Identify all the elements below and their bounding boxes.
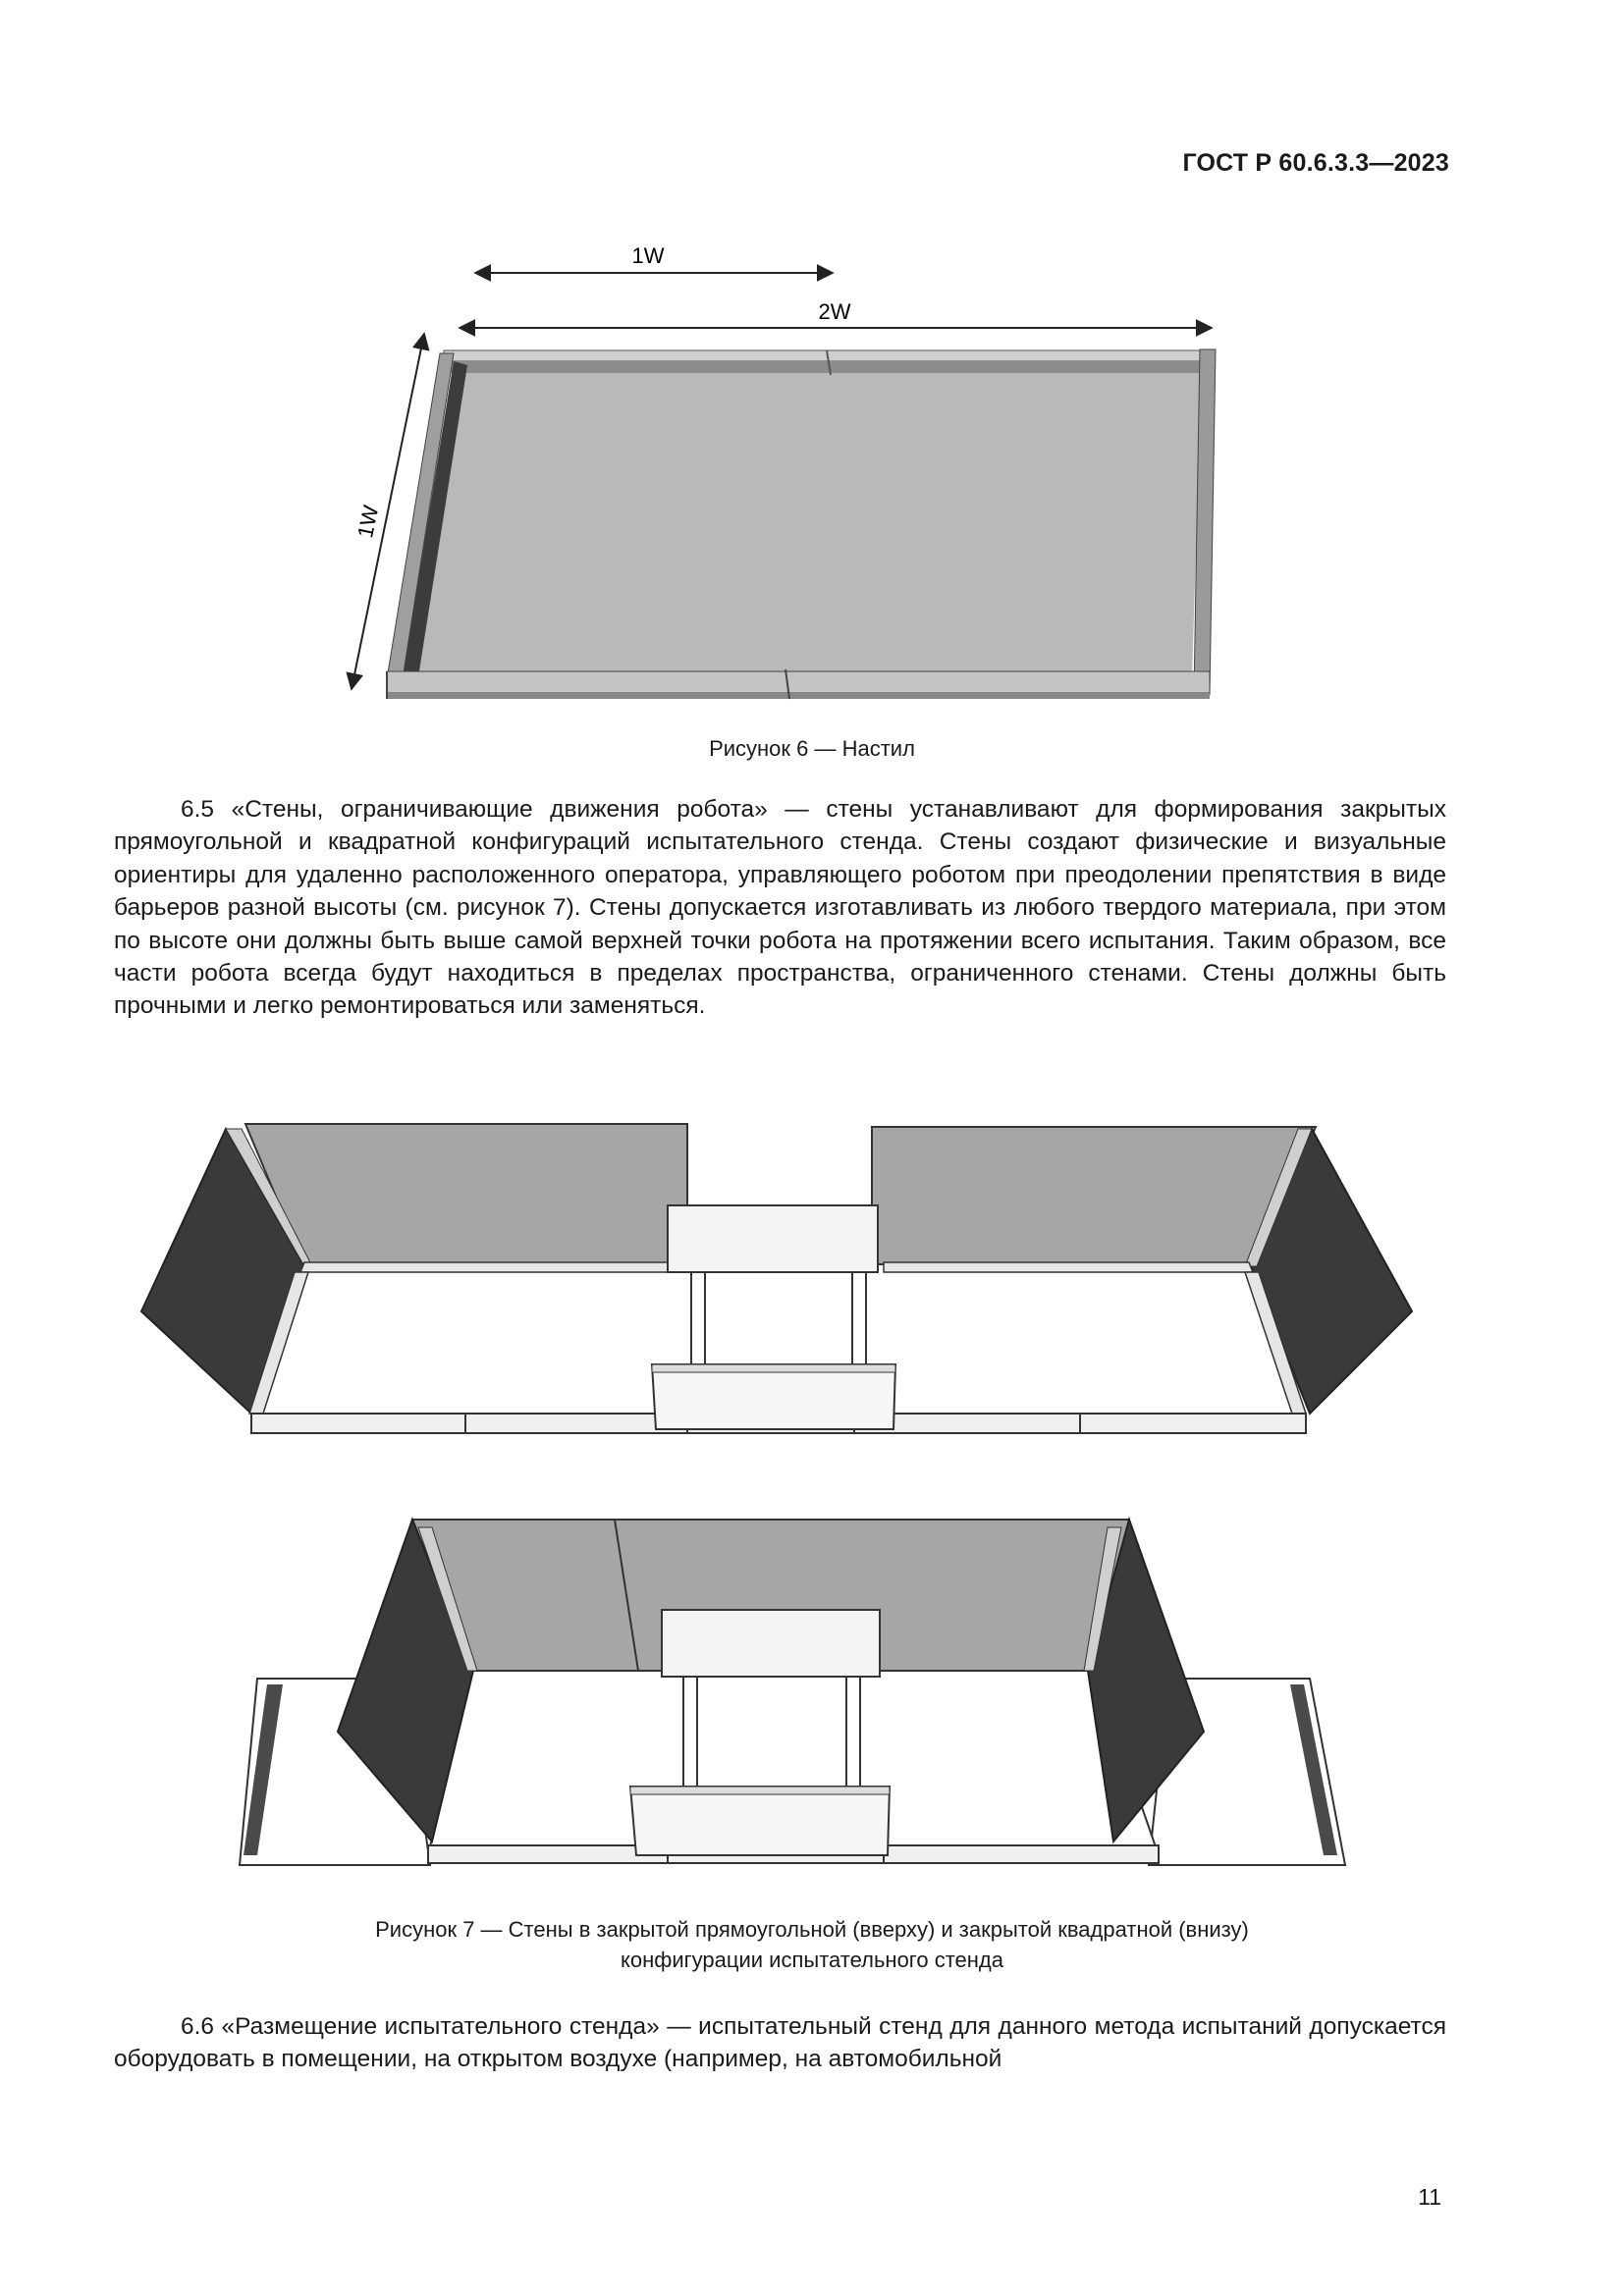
- document-code: ГОСТ Р 60.6.3.3—2023: [1182, 149, 1449, 177]
- figure-7-rectangular-configuration-drawing: [128, 1099, 1443, 1453]
- figure-7-caption-line-1: Рисунок 7 — Стены в закрытой прямоугольной (вверху) и закрытой квадратной (внизу): [375, 1917, 1249, 1942]
- figure-7-caption-line-2: конфигурации испытательного стенда: [621, 1948, 1003, 1972]
- figure-7-square-configuration-drawing: [226, 1512, 1355, 1895]
- dimension-label-1w-side: 1W: [352, 503, 384, 541]
- figure-6-platform-drawing: [324, 226, 1237, 717]
- figure-6-caption: Рисунок 6 — Настил: [709, 736, 915, 761]
- section-6-5-paragraph: 6.5 «Стены, ограничивающие движения робота» — стены устанавливают для формирования закрытых прямоугольной и квадратной конфигураций испытательного стенда. Стены создают физические и визуальные ориентиры для удаленно расположенного оператора, управляющего роботом при преодолении препятствия в виде барьеров разной высоты (см. рисунок 7). Стены допускается изготавливать из любого твердого материала, при этом по высоте они должны быть выше самой верхней точки робота на протяжении всего испытания. Таким образом, все части робота всегда будут находиться в пределах пространства, ограниченного стенами. Стены должны быть прочными и легко ремонтироваться или заменяться.: [114, 796, 1446, 1020]
- dimension-label-2w: 2W: [818, 299, 851, 324]
- section-6-6-paragraph: 6.6 «Размещение испытательного стенда» — испытательный стенд для данного метода испытаний допускается оборудовать в помещении, на открытом воздухе (например, на автомобильной: [114, 2013, 1446, 2073]
- dimension-label-1w-top: 1W: [631, 243, 665, 268]
- figure-7-caption: [0, 1914, 1624, 1975]
- page-number: 11: [1418, 2184, 1441, 2210]
